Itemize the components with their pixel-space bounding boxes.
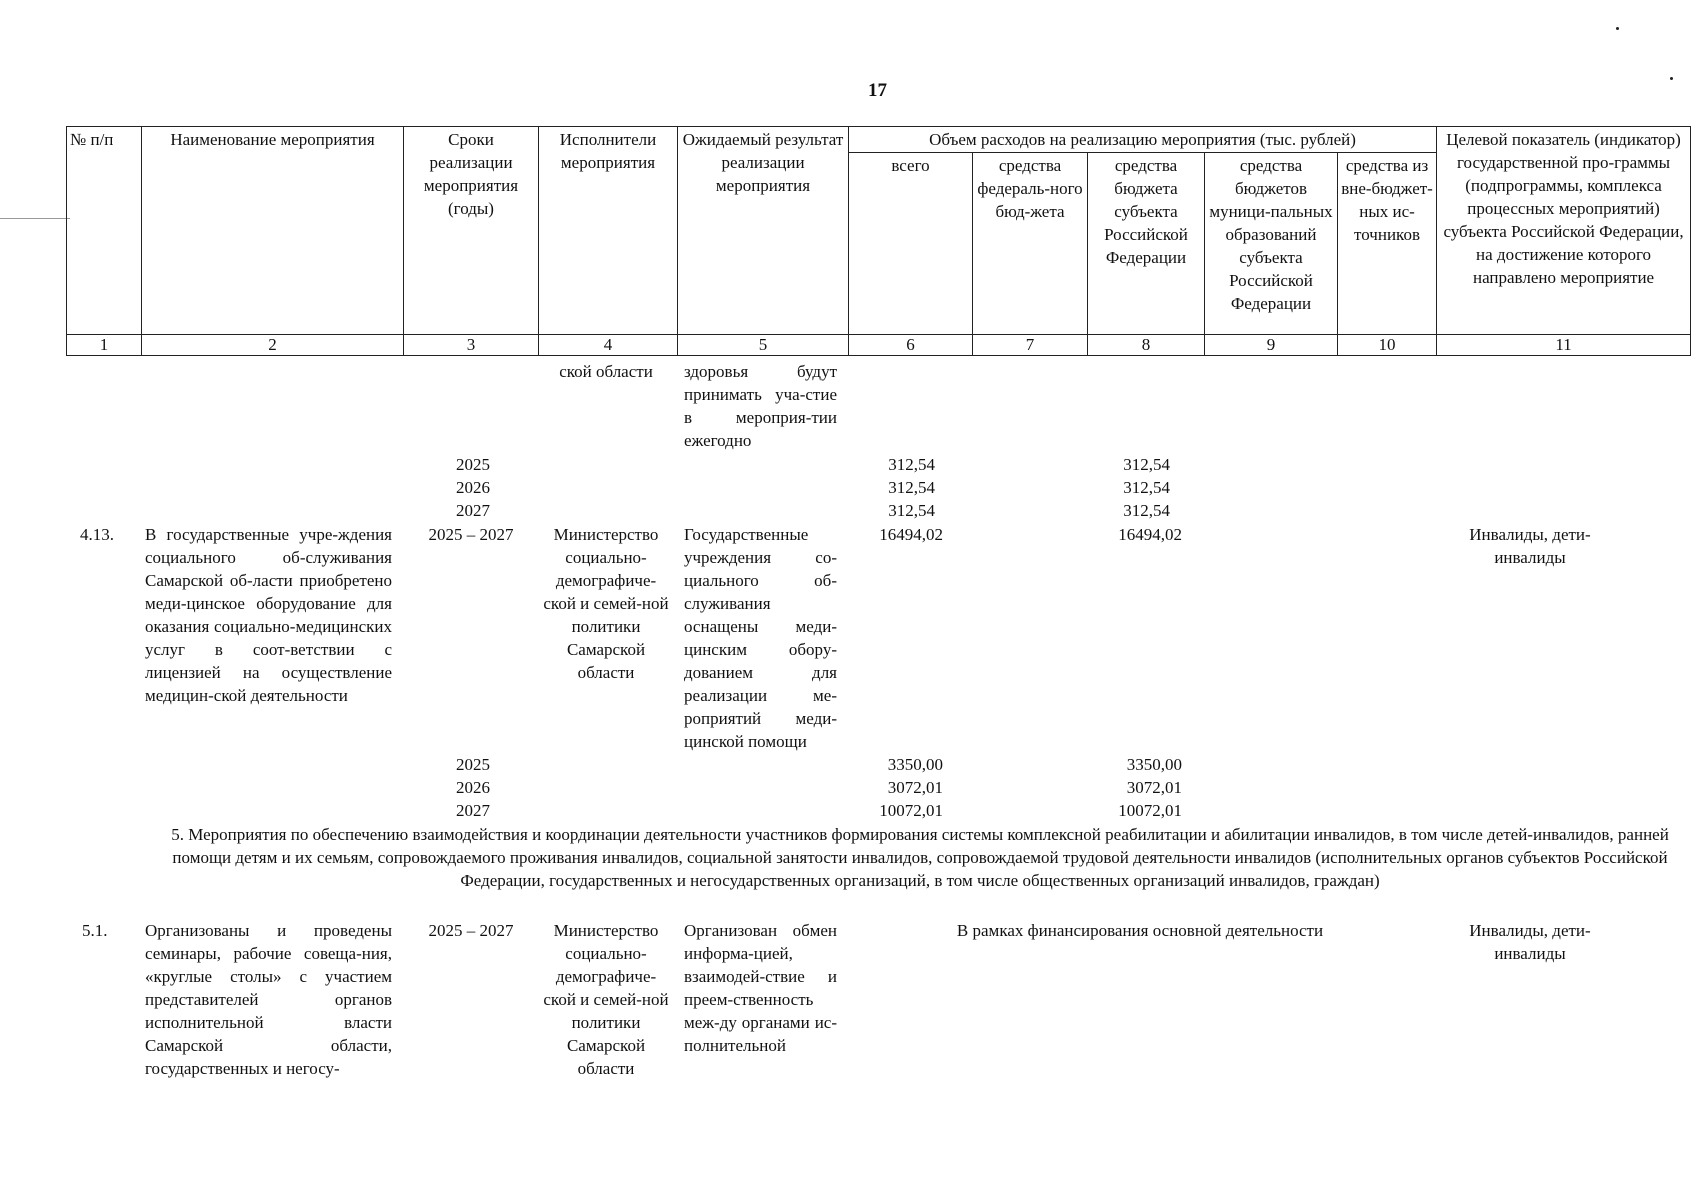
row-number: 5.1.	[82, 921, 108, 940]
row-result: Организован обмен информа-цией, взаимодей-ствие и преем-ственность меж-ду органами ис-полнительной	[684, 921, 837, 1055]
subject-value: 312,54	[1123, 501, 1170, 520]
continuation-result: здоровья будут принимать уча-стие в мероприя-тии ежегодно	[684, 362, 837, 450]
header-col-indicator: Целевой показатель (индикатор) государственной про-граммы (подпрограммы, комплекса процессных мероприятий) субъекта Российской Федерации, на достижение которого направлено мероприятие	[1437, 127, 1691, 335]
header-col-subject: средства бюджета субъекта Российской Федерации	[1088, 153, 1205, 335]
subject-value: 312,54	[1123, 455, 1170, 474]
column-number: 3	[404, 335, 539, 356]
continuation-executor: ской области	[559, 362, 653, 381]
header-col-name: Наименование мероприятия	[142, 127, 404, 335]
column-number: 7	[973, 335, 1088, 356]
row-indicator: Инвалиды, дети-инвалиды	[1469, 921, 1591, 963]
subject-value: 3072,01	[1126, 778, 1182, 797]
row-terms: 2025 – 2027	[428, 525, 514, 544]
year-label: 2025	[456, 455, 490, 474]
header-col-terms: Сроки реализации мероприятия (годы)	[404, 127, 539, 335]
year-label: 2026	[456, 478, 490, 497]
header-col-extrabudget: средства из вне-бюджет-ных ис-точников	[1338, 153, 1437, 335]
page-number: 17	[868, 80, 887, 101]
column-number: 8	[1088, 335, 1205, 356]
section-heading: 5. Мероприятия по обеспечению взаимодействия и координации деятельности участников формирования системы комплексной реабилитации и абилитации инвалидов, в том числе детей-инвалидов, ранней помощи детям и их семьям, сопровождаемого проживания инвалидов, социальной занятости инвалидов, сопровождаемой трудовой деятельности инвалидов (исполнительных органов субъектов Российской Федерации, государственных и негосударственных организаций, в том числе общественных организаций инвалидов, граждан)	[171, 825, 1669, 890]
total-value: 3350,00	[887, 755, 943, 774]
row-result: Государственные учреждения со-циального об-служивания оснащены меди-цинским обору-дованием для реализации ме-роприятий меди-цинской помощи	[684, 525, 837, 751]
subject-value: 3350,00	[1126, 755, 1182, 774]
row-executor: Министерство социально-демографиче-ской и семей-ной политики Самарской области	[543, 921, 669, 1078]
total-value: 312,54	[888, 501, 935, 520]
year-label: 2027	[456, 801, 490, 820]
header-col-total: всего	[849, 153, 973, 335]
header-col-volume-group: Объем расходов на реализацию мероприятия (тыс. рублей)	[849, 127, 1437, 153]
row-executor: Министерство социально-демографиче-ской и семей-ной политики Самарской области	[543, 525, 669, 682]
total-value: 10072,01	[879, 801, 943, 820]
header-table	[66, 126, 1691, 356]
total-value: 312,54	[888, 478, 935, 497]
total-value: 16494,02	[879, 525, 943, 544]
header-col-executors: Исполнители мероприятия	[539, 127, 678, 335]
subject-value: 312,54	[1123, 478, 1170, 497]
row-terms: 2025 – 2027	[428, 921, 514, 940]
column-number: 1	[67, 335, 142, 356]
header-col-result: Ожидаемый результат реализации мероприятия	[678, 127, 849, 335]
subject-value: 16494,02	[1118, 525, 1182, 544]
year-label: 2025	[456, 755, 490, 774]
year-label: 2026	[456, 778, 490, 797]
header-col-municipal: средства бюджетов муници-пальных образований субъекта Российской Федерации	[1205, 153, 1338, 335]
column-number: 6	[849, 335, 973, 356]
row-number: 4.13.	[80, 525, 114, 544]
column-number: 11	[1437, 335, 1691, 356]
scan-speck	[1616, 27, 1619, 30]
column-number: 9	[1205, 335, 1338, 356]
column-number: 5	[678, 335, 849, 356]
column-number: 10	[1338, 335, 1437, 356]
scan-artifact-line	[0, 218, 70, 219]
year-label: 2027	[456, 501, 490, 520]
header-col-no: № п/п	[67, 127, 142, 335]
total-value: 312,54	[888, 455, 935, 474]
subject-value: 10072,01	[1118, 801, 1182, 820]
row-financing: В рамках финансирования основной деятельности	[956, 921, 1324, 940]
header-col-federal: средства федераль-ного бюд-жета	[973, 153, 1088, 335]
total-value: 3072,01	[887, 778, 943, 797]
row-indicator: Инвалиды, дети-инвалиды	[1469, 525, 1591, 567]
row-name: Организованы и проведены семинары, рабочие совеща-ния, «круглые столы» с участием представителей органов исполнительной власти Самарской области, государственных и негосу-	[145, 921, 392, 1078]
row-name: В государственные учре-ждения социального об-служивания Самарской об-ласти приобретено меди-цинское оборудование для оказания социально-медицинских услуг в соот-ветствии с лицензией на осуществление медицин-ской деятельности	[145, 525, 392, 705]
column-number: 2	[142, 335, 404, 356]
column-number: 4	[539, 335, 678, 356]
